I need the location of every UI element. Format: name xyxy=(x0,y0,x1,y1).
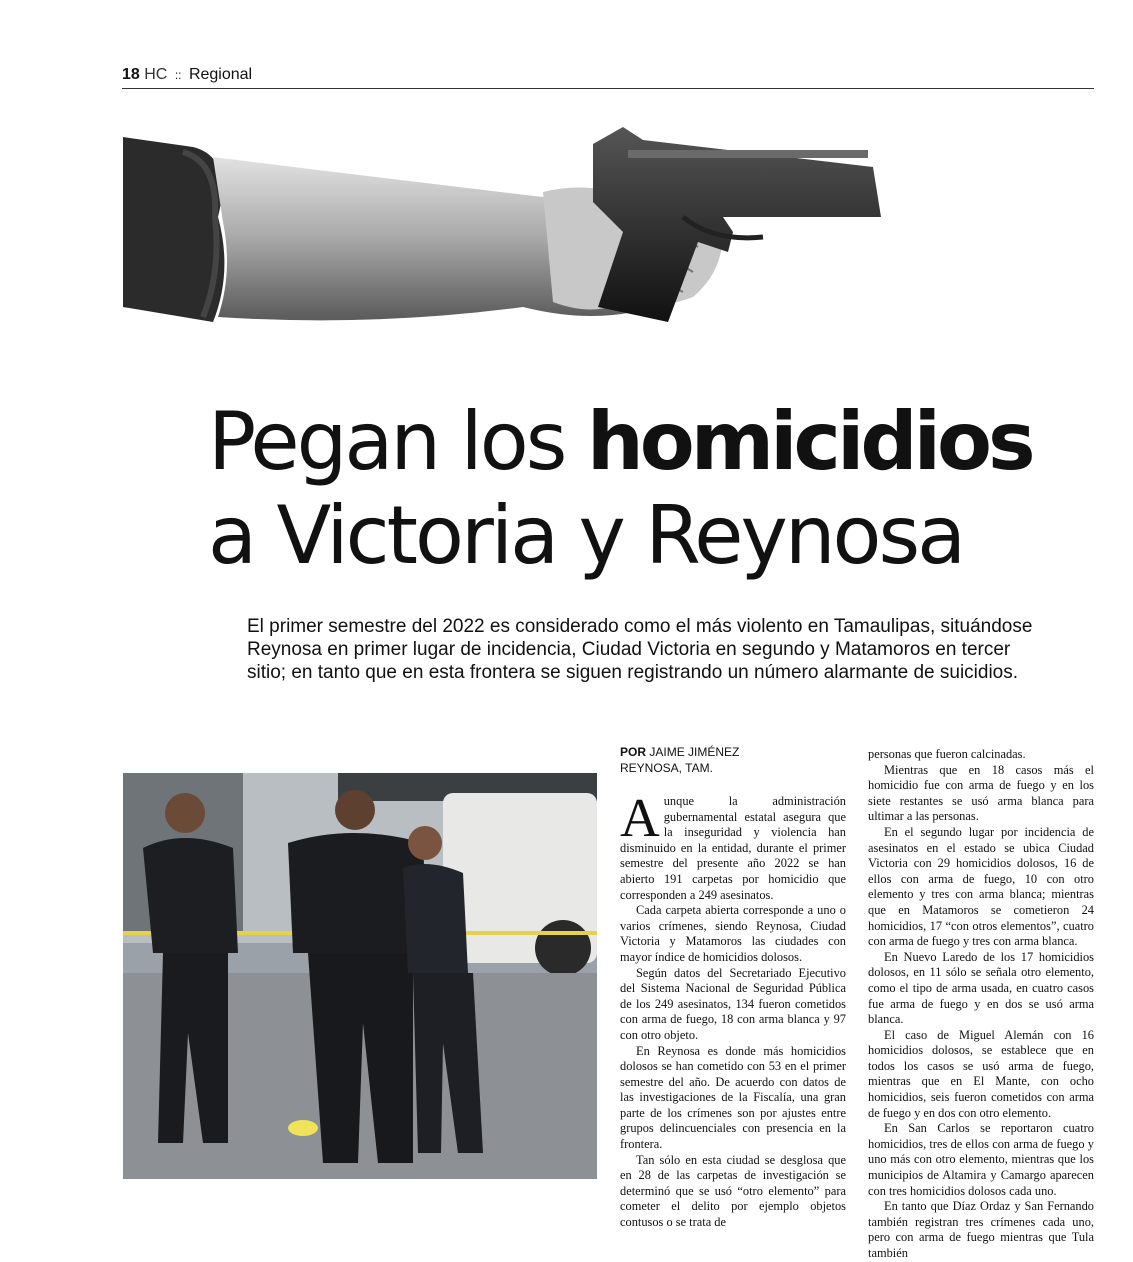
byline-prefix: POR xyxy=(620,745,647,759)
byline-location: REYNOSA, TAM. xyxy=(620,761,713,775)
hero-image-arm-with-pistol xyxy=(123,122,895,342)
article-column-1 xyxy=(620,787,846,1231)
article-paragraph: Cada carpeta abierta corresponde a uno o varios crímenes, siendo Reynosa, Ciudad Victoria y Matamoros las ciudades con mayor índice de homicidios dolosos. xyxy=(620,903,846,964)
photo-police-officers xyxy=(123,773,597,1179)
headline xyxy=(208,395,1088,583)
section-separator: :: xyxy=(174,68,182,82)
page-header xyxy=(122,66,1094,89)
article-paragraph: En el segundo lugar por incidencia de asesinatos en el estado se ubica Ciudad Victoria con 29 homicidios dolosos, 16 de ellos con arma de fuego, 10 con otro elemento y tres con arma blanca; mientras que en Matamoros se cometieron 24 homicidios, 17 “con otros elementos”, cuatro con arma de fuego y tres con arma blanca. xyxy=(868,824,1094,949)
article-paragraph: Aunque la administración gubernamental estatal asegura que la inseguridad y violencia han disminuido en la entidad, durante el primer semestre del presente año 2022 se han abierto 191 carpetas por homicidio que corresponden a 249 asesinatos. xyxy=(620,787,846,902)
article-paragraph: personas que fueron calcinadas. xyxy=(868,747,1026,761)
article-paragraph: En tanto que Díaz Ordaz y San Fernando también registran tres crímenes cada uno, pero con arma de fuego mientras que Tula también xyxy=(868,1199,1094,1260)
section-name: Regional xyxy=(188,66,253,83)
article-paragraph: En San Carlos se reportaron cuatro homicidios, tres de ellos con arma de fuego y uno más con otro elemento, mientras que los municipios de Altamira y Camargo aparecen con tres homicidios dolosos cada uno. xyxy=(868,1121,1094,1198)
page-number: 18 xyxy=(122,66,140,83)
article-paragraph: En Nuevo Laredo de los 17 homicidios dolosos, en 11 sólo se señala otro elemento, como el tipo de arma usada, en cuatro casos fue arma de fuego y en dos se usó arma blanca. xyxy=(868,949,1094,1027)
byline-author: JAIME JIMÉNEZ xyxy=(649,745,740,759)
drop-cap: A xyxy=(620,787,660,848)
deck-summary: El primer semestre del 2022 es considerado como el más violento en Tamaulipas, situándose Reynosa en primer lugar de incidencia, Ciudad Victoria en segundo y Matamoros en tercer sitio; en tanto que en esta frontera se siguen registrando un número alarmante de suicidios. xyxy=(247,616,1033,683)
byline xyxy=(620,744,739,776)
article-paragraph: En Reynosa es donde más homicidios dolosos se han cometido con 53 en el primer semestre del año. De acuerdo con datos de las investigaciones de la Fiscalía, una gran parte de los crímenes son por ajustes entre grupos delincuenciales con presencia en la frontera. xyxy=(620,1043,846,1152)
article-column-2 xyxy=(868,747,1094,1262)
article-paragraph: Según datos del Secretariado Ejecutivo del Sistema Nacional de Seguridad Pública de los 249 asesinatos, 134 fueron cometidos con arma de fuego, 18 con arma blanca y 97 con otro objeto. xyxy=(620,965,846,1042)
article-paragraph: Mientras que en 18 casos más el homicidio fue con arma de fuego y en los siete restantes se usó arma blanca para ultimar a las personas. xyxy=(868,762,1094,824)
headline-line2: a Victoria y Reynosa xyxy=(208,489,964,582)
headline-bold: homicidios xyxy=(586,395,1032,488)
headline-part1: Pegan los xyxy=(208,395,587,488)
article-paragraph: Tan sólo en esta ciudad se desglosa que en 28 de las carpetas de investigación se determinó que se usó “otro elemento” para cometer el delito por ejemplo objetos contusos o se trata de xyxy=(620,1152,846,1230)
brand-mark: HC xyxy=(144,66,168,83)
article-paragraph: El caso de Miguel Alemán con 16 homicidios dolosos, se establece que en todos los casos se usó arma de fuego, mientras que en El Mante, con ocho homicidios, seis fueron cometidos con arma de fuego y en dos con otro elemento. xyxy=(868,1027,1094,1120)
